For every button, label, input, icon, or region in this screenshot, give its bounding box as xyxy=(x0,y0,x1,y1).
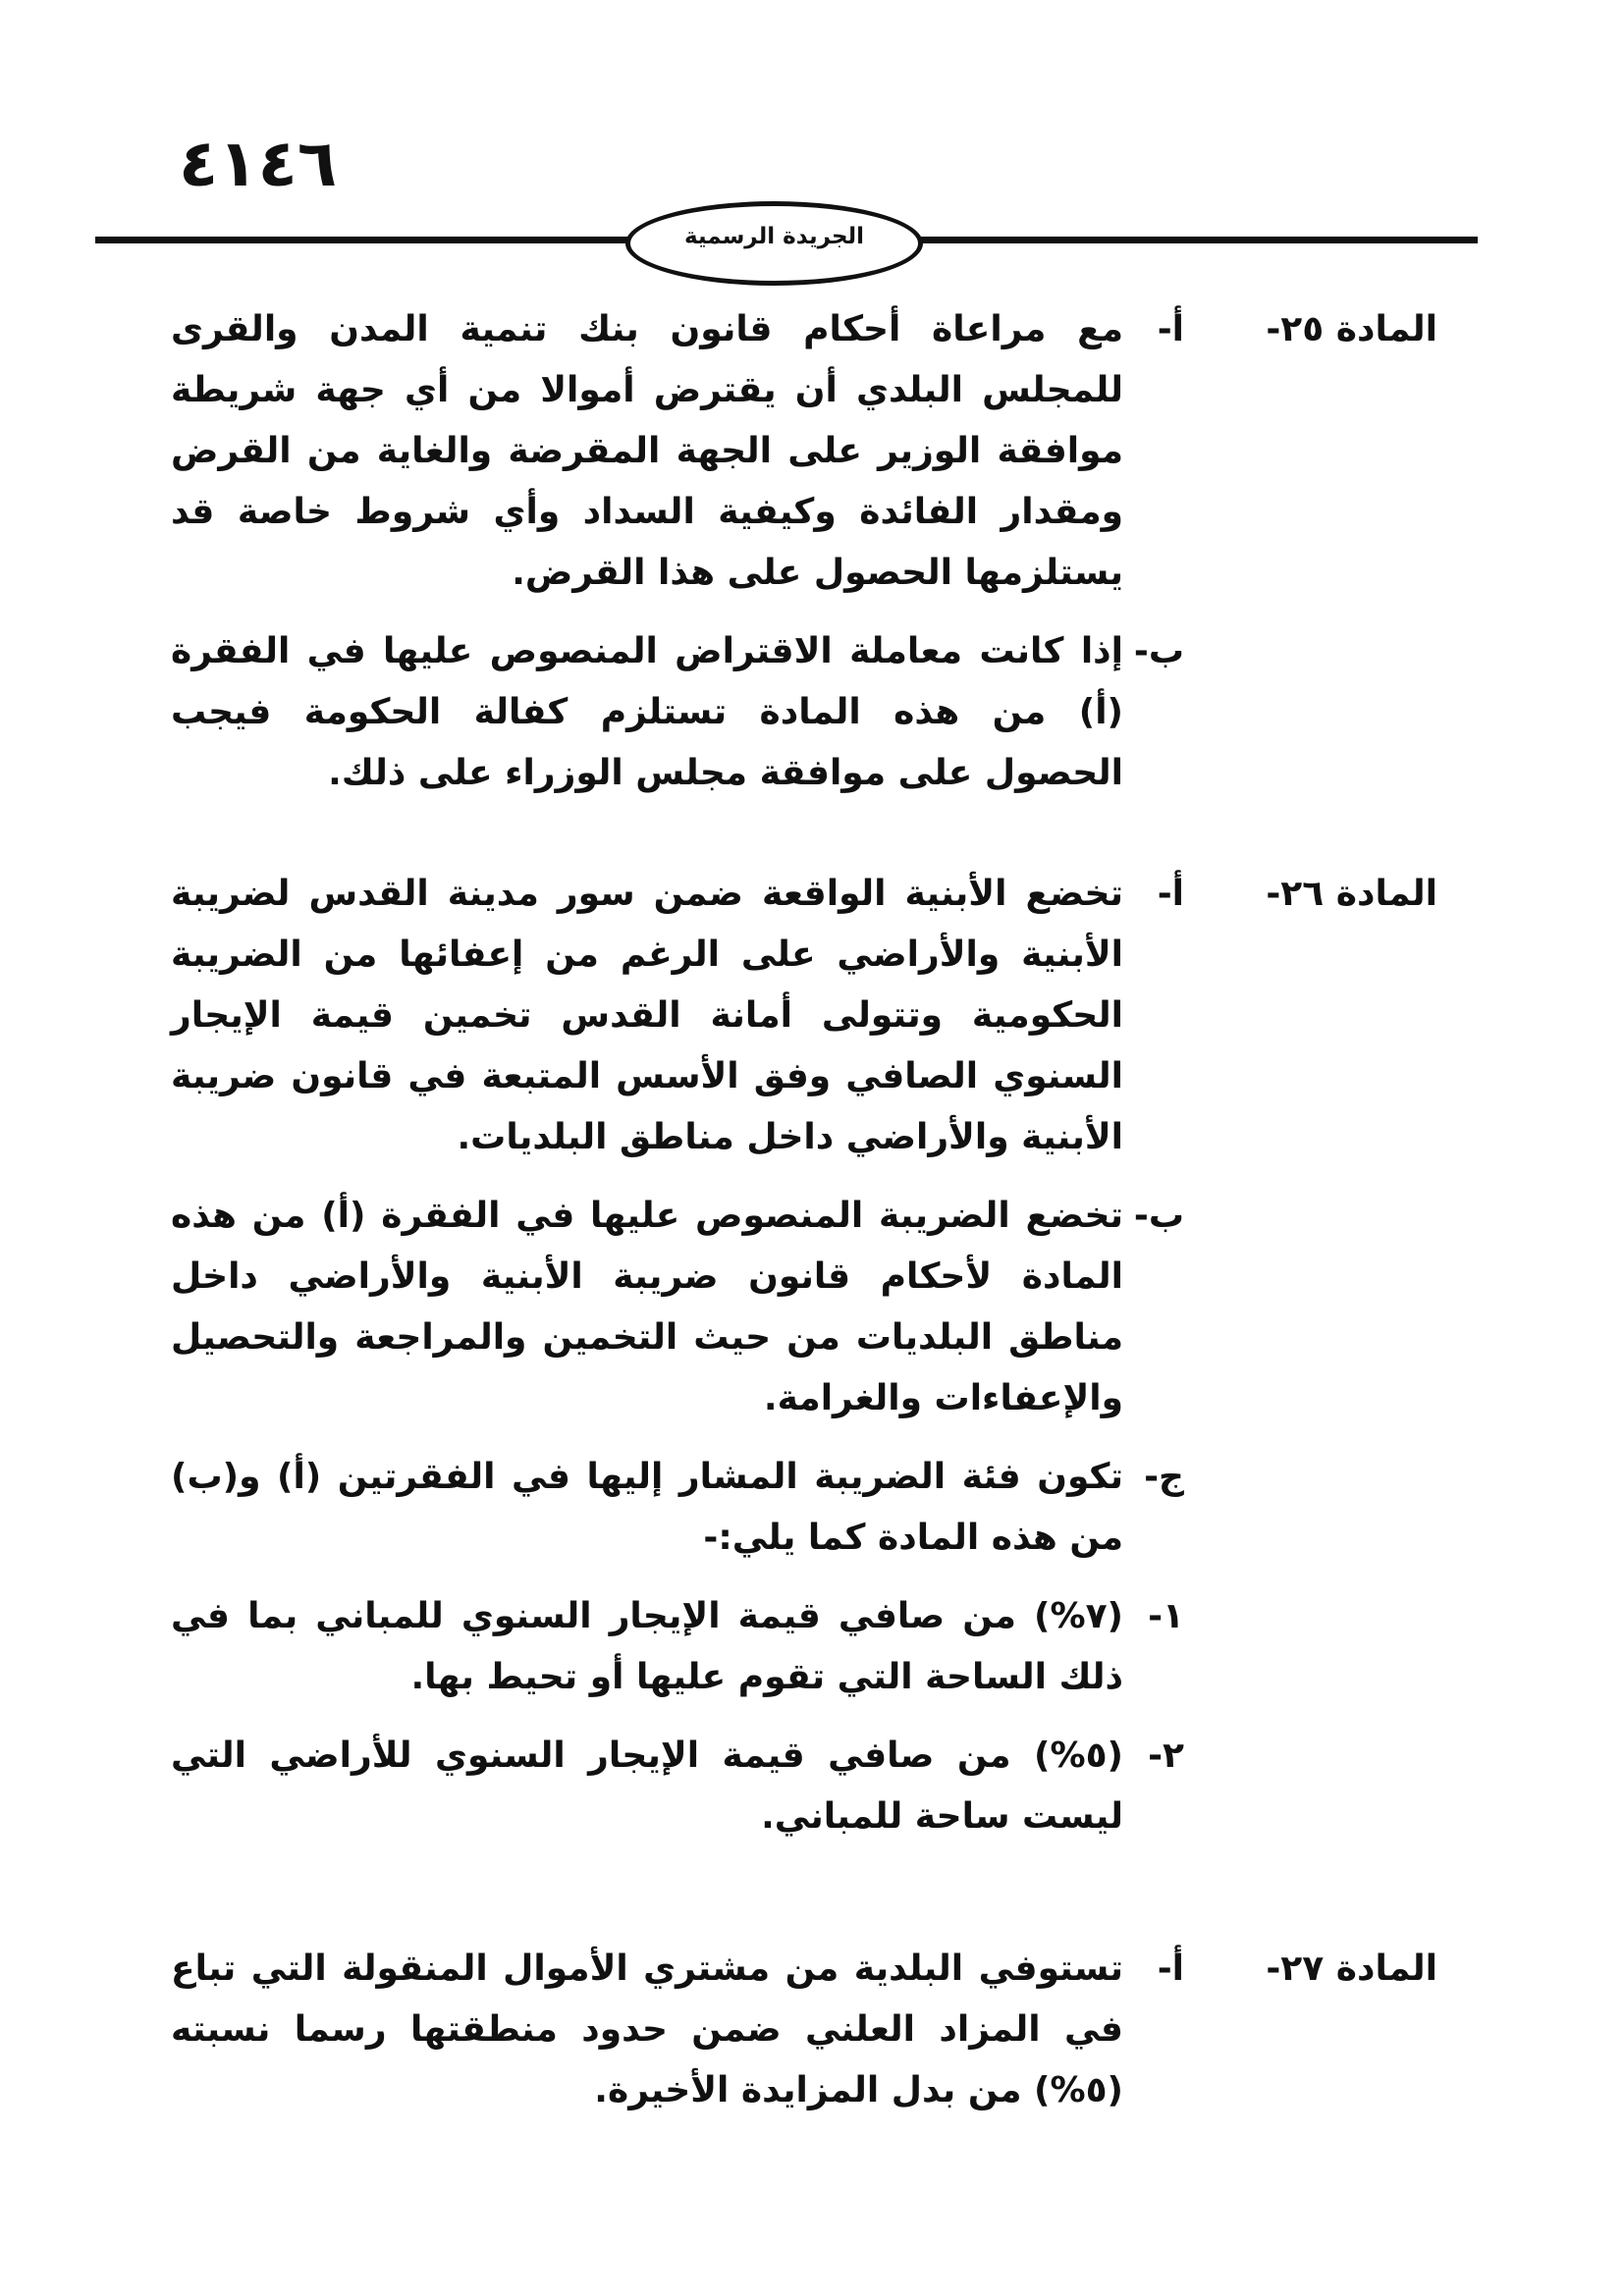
paragraph-mark: ١- xyxy=(1148,1596,1184,1636)
paragraph-text: مع مراعاة أحكام قانون بنك تنمية المدن والقرى للمجلس البلدي أن يقترض أموالا من أي جهة شريطة موافقة الوزير على الجهة المقرضة والغاية من القرض ومقدار الفائدة وكيفية السداد وأي شروط خاصة قد يستلزمها الحصول على هذا القرض. xyxy=(171,309,1123,593)
paragraph xyxy=(171,1447,1184,1569)
paragraph-text: إذا كانت معاملة الاقتراض المنصوص عليها في الفقرة (أ) من هذه المادة تستلزم كفالة الحكومة فيجب الحصول على موافقة مجلس الوزراء على ذلك. xyxy=(171,631,1123,793)
paragraph xyxy=(171,1726,1184,1847)
paragraph-mark: أ- xyxy=(1157,1949,1184,1989)
article-25 xyxy=(171,299,1437,804)
article-26 xyxy=(171,864,1437,1847)
paragraph xyxy=(171,621,1184,804)
header-rule-left xyxy=(95,237,630,243)
gazette-title: الجريدة الرسمية xyxy=(683,224,865,249)
article-label: المادة ٢٦- xyxy=(1266,874,1437,914)
paragraph-mark: ب- xyxy=(1133,1196,1184,1236)
paragraph xyxy=(171,299,1184,604)
article-27 xyxy=(171,1939,1437,2121)
paragraph xyxy=(171,1186,1184,1429)
paragraph-mark: أ- xyxy=(1157,309,1184,349)
paragraph-text: تخضع الأبنية الواقعة ضمن سور مدينة القدس لضريبة الأبنية والأراضي على الرغم من إعفائها من الضريبة الحكومية وتتولى أمانة القدس تخمين قيمة الإيجار السنوي الصافي وفق الأسس المتبعة في قانون ضريبة الأبنية والأراضي داخل مناطق البلديات. xyxy=(171,874,1123,1157)
gazette-header-oval xyxy=(625,201,923,286)
paragraph-mark: أ- xyxy=(1157,874,1184,914)
paragraph-mark: ج- xyxy=(1144,1457,1184,1497)
paragraph xyxy=(171,1586,1184,1708)
paragraph-text: (٧%) من صافي قيمة الإيجار السنوي للمباني بما في ذلك الساحة التي تقوم عليها أو تحيط بها. xyxy=(171,1596,1123,1697)
paragraph-text: تخضع الضريبة المنصوص عليها في الفقرة (أ) من هذه المادة لأحكام قانون ضريبة الأبنية والأراضي داخل مناطق البلديات من حيث التخمين والمراجعة والتحصيل والإعفاءات والغرامة. xyxy=(171,1196,1123,1418)
paragraph xyxy=(171,864,1184,1168)
paragraph-mark: ب- xyxy=(1133,631,1184,671)
article-label: المادة ٢٥- xyxy=(1266,309,1437,349)
paragraph-text: تستوفي البلدية من مشتري الأموال المنقولة التي تباع في المزاد العلني ضمن حدود منطقتها رسما نسبته (٥%) من بدل المزايدة الأخيرة. xyxy=(171,1949,1123,2110)
article-label: المادة ٢٧- xyxy=(1266,1949,1437,1989)
page-number: ٤١٤٦ xyxy=(179,126,338,201)
paragraph-text: تكون فئة الضريبة المشار إليها في الفقرتين (أ) و(ب) من هذه المادة كما يلي:- xyxy=(171,1457,1123,1558)
paragraph xyxy=(171,1939,1184,2121)
header-rule-right xyxy=(920,237,1478,243)
paragraph-text: (٥%) من صافي قيمة الإيجار السنوي للأراضي التي ليست ساحة للمباني. xyxy=(171,1735,1123,1837)
paragraph-mark: ٢- xyxy=(1148,1735,1184,1776)
